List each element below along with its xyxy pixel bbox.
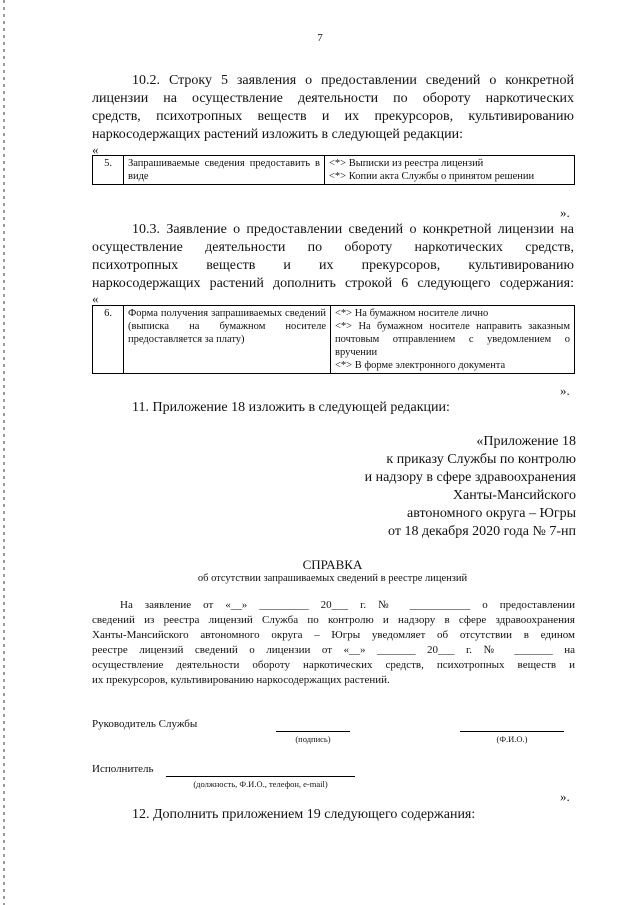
body-line: Ханты-Мансийского автономного округа – Югры уведомляет об отсутствии в едином (92, 629, 575, 641)
fio-line (460, 731, 564, 732)
body-line: реестре лицензий сведений о лицензии от «__» _______ 20___ г. № _______ на (92, 644, 575, 656)
paragraph-line: 10.3. Заявление о предоставлении сведений о конкретной лицензии на (132, 222, 574, 237)
spravka-body (92, 598, 575, 688)
quote-close: ». (560, 383, 570, 398)
page-number: 7 (317, 32, 323, 44)
quote-close: ». (560, 789, 570, 804)
row-label: Форма получения запрашиваемых сведений (выписка на бумажном носителе предоставляется за плату) (124, 306, 331, 374)
quote-open: « (92, 291, 99, 306)
paragraph-line: средств, психотропных веществ и их прекурсоров, культивированию (92, 109, 574, 124)
body-line: осуществление деятельности обороту наркотических средств, психотропных веществ и (92, 659, 575, 671)
row-number: 5. (93, 156, 124, 185)
body-line: На заявление от «__» _________ 20___ г. № ___________ о предоставлении (120, 599, 575, 611)
paragraph-line: психотропных веществ и их прекурсоров, культивированию (92, 258, 574, 273)
appendix-line: «Приложение 18 (476, 434, 576, 449)
quote-close: ». (560, 205, 570, 220)
appendix-line: от 18 декабря 2020 года № 7-нп (388, 524, 576, 539)
paragraph-line: осуществление деятельности по обороту наркотических средств, (92, 240, 574, 255)
quote-open: « (92, 142, 99, 157)
row-options (331, 306, 575, 374)
head-of-service-label: Руководитель Службы (92, 718, 198, 730)
option-line: <*> Копии акта Службы о принятом решении (329, 171, 535, 182)
appendix-line: к приказу Службы по контролю (386, 452, 576, 467)
body-line: сведений из реестра лицензий Служба по контролю и надзору в сфере здравоохранения (92, 614, 575, 626)
spravka-title: СПРАВКА (302, 557, 363, 572)
option-line: <*> В форме электронного документа (335, 360, 506, 371)
row-options (325, 156, 575, 185)
fio-caption: (Ф.И.О.) (496, 734, 528, 744)
paragraph-line: лицензии на осуществление деятельности по обороту наркотических (92, 91, 574, 106)
option-line: <*> Выписки из реестра лицензий (329, 158, 484, 169)
executor-caption: (должность, Ф.И.О., телефон, e-mail) (193, 779, 328, 789)
row-number: 6. (93, 306, 124, 374)
executor-line (166, 776, 355, 777)
body-line: их прекурсоров, культивированию наркосодержащих растений. (92, 674, 390, 686)
paragraph-10-3 (92, 221, 574, 293)
appendix-line: автономного округа – Югры (407, 506, 576, 521)
appendix-header (300, 433, 576, 541)
option-line: <*> На бумажном носителе лично (335, 308, 489, 319)
executor-label: Исполнитель (92, 763, 154, 775)
appendix-line: и надзору в сфере здравоохранения (364, 470, 576, 485)
row-label: Запрашиваемые сведения предоставить в виде (124, 156, 325, 185)
option-line: <*> На бумажном носителе направить заказным почтовым отправлением с уведомлением о вручении (335, 321, 570, 358)
table-row-5 (92, 155, 575, 185)
paragraph-line: 10.2. Строку 5 заявления о предоставлении сведений о конкретной (132, 73, 574, 88)
appendix-line: Ханты-Мансийского (452, 488, 576, 503)
paragraph-12: 12. Дополнить приложением 19 следующего содержания: (132, 807, 476, 822)
signature-line (276, 731, 350, 732)
spravka-subtitle: об отсутствии запрашиваемых сведений в реестре лицензий (197, 573, 468, 584)
paragraph-line: наркосодержащих растений дополнить строкой 6 следующего содержания: (92, 276, 574, 291)
paragraph-10-2 (92, 72, 574, 144)
signature-caption: (подпись) (295, 734, 331, 744)
paragraph-11: 11. Приложение 18 изложить в следующей редакции: (132, 400, 450, 415)
table-row-6 (92, 305, 575, 374)
paragraph-line: наркосодержащих растений изложить в следующей редакции: (92, 127, 463, 142)
